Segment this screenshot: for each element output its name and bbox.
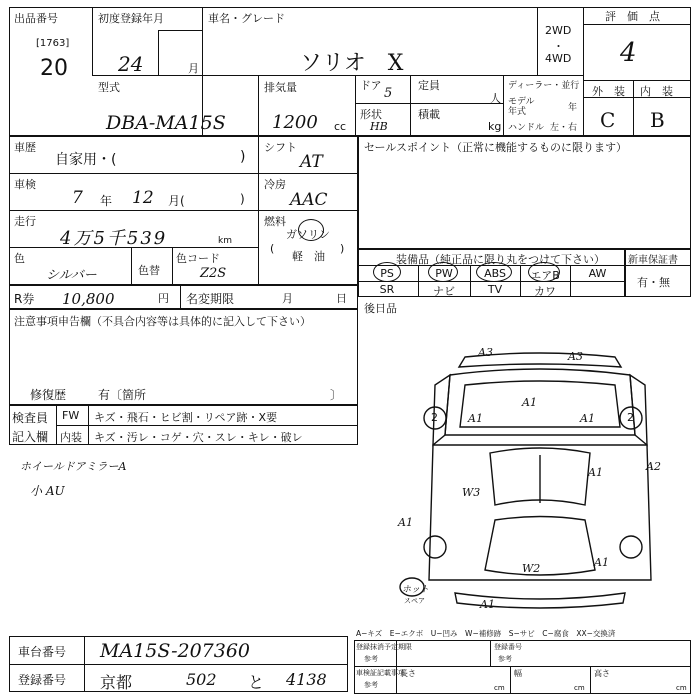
year-format-label: 年式 [508, 107, 527, 117]
wheel-mark-front-right: 2 [627, 411, 634, 424]
fw-label: FW [62, 409, 80, 422]
equipment-navi: ナビ [433, 285, 455, 298]
drive-dot: ・ [553, 40, 564, 53]
chassis-label: 車台番号 [18, 645, 67, 659]
damage-legend: A−キズ E−エクボ U−凹み W−補修跡 S−サビ C−腐食 XX−交換済 [356, 629, 616, 638]
footer-length: 長さ [400, 669, 416, 678]
dealer-label: ディーラー・並行 [508, 81, 580, 91]
model-year-label: モデル [508, 97, 535, 107]
first-registration-label: 初度登録年月 [98, 12, 164, 25]
equipment-airbag: エアB [530, 269, 560, 282]
inspector-interior-items: キズ・汚レ・コゲ・穴・スレ・キレ・破レ [94, 431, 303, 444]
inspection-month: 12 [132, 188, 154, 208]
name-change-day: 日 [336, 292, 347, 305]
equipment-ps-circle [373, 262, 401, 282]
footer-row1-label: 登録抹消予定期限 [356, 643, 412, 651]
inspection-close: ) [240, 192, 245, 206]
equipment-pw: PW [435, 267, 453, 280]
displacement-value: 1200 [272, 112, 318, 133]
drive-4wd: 4WD [545, 52, 572, 65]
shape-label: 形状 [360, 108, 382, 121]
door-label: ドア [360, 79, 382, 92]
damage-mark-front-left: A3 [478, 346, 493, 359]
car-name-value: ソリオ X [300, 51, 404, 76]
later-date-label: 後日品 [364, 302, 397, 315]
model-value: DBA-MA15S [106, 112, 226, 134]
model-label: 型式 [98, 81, 120, 94]
spare-label: スペア [404, 597, 425, 605]
footer-cm-3: cm [676, 684, 687, 692]
footer-row1-sub: 参考 [364, 655, 378, 663]
repair-value: 有〔箇所 [98, 388, 147, 402]
chassis-value: MA15S-207360 [100, 640, 251, 662]
equipment-pw-circle [428, 262, 458, 282]
fuel-gas: ガソリン [286, 228, 330, 241]
footer-row1-right2: 参考 [498, 655, 512, 663]
equipment-label: 装備品（純正品に限り丸をつけて下さい） [396, 253, 605, 266]
exterior-grade: C [600, 108, 616, 132]
equipment-ps: PS [380, 267, 394, 280]
mileage-label: 走行 [14, 215, 36, 228]
equipment-sr: SR [379, 283, 395, 296]
damage-mark-rear-right: A1 [594, 556, 609, 569]
damage-mark-rear-hatch: W2 [522, 562, 541, 575]
footer-cm-1: cm [494, 684, 505, 692]
footer-width: 幅 [514, 669, 522, 678]
damage-mark-center: W3 [462, 486, 481, 499]
damage-mark-hood: A1 [522, 396, 537, 409]
repair-label: 修復歴 [30, 388, 67, 402]
warranty-value: 有・無 [637, 276, 670, 289]
damage-mark-front-right: A3 [568, 350, 583, 363]
registration-area: 京都 [100, 673, 133, 692]
color-value: シルバー [46, 268, 97, 283]
inspector-label-1: 検査員 [12, 411, 49, 425]
inspection-month-unit: 月( [168, 194, 185, 208]
drive-2wd: 2WD [545, 24, 572, 37]
kg-unit: kg [488, 120, 502, 133]
handle-label: ハンドル [508, 123, 545, 133]
fuel-paren-close: ) [340, 242, 345, 255]
ac-value: AAC [290, 190, 328, 210]
fw-items: キズ・飛石・ヒビ割・リペア跡・X要 [94, 411, 278, 424]
damage-mark-right-side: A2 [646, 460, 661, 473]
footer-cm-2: cm [574, 684, 585, 692]
interior-label: 内 装 [640, 85, 673, 98]
shift-value: AT [300, 152, 323, 172]
equipment-abs: ABS [484, 267, 506, 280]
handwritten-note-1: ホイールドアミラーA [20, 460, 127, 473]
registration-kana: と [248, 673, 265, 692]
car-name-label: 車名・グレード [208, 12, 285, 25]
recycle-value: 10,800 [62, 290, 115, 308]
car-damage-diagram [395, 345, 685, 620]
interior-grade: B [650, 108, 665, 132]
lot-number: 20 [40, 56, 68, 81]
damage-mark-front-fender-left: A1 [468, 412, 483, 425]
equipment-leather: カワ [534, 285, 556, 298]
fuel-gas-circle [298, 219, 324, 241]
inspector-interior-label: 内装 [60, 431, 82, 444]
inspection-label: 車検 [14, 178, 36, 191]
color-code-value: Z2S [200, 266, 227, 281]
fuel-paren-open: ( [270, 242, 275, 255]
hot-label: ホット [402, 585, 430, 595]
load-label: 積載 [418, 108, 440, 121]
history-close: ) [240, 149, 246, 165]
month-unit: 月 [188, 62, 199, 75]
registration-label: 登録番号 [18, 673, 67, 687]
door-value: 5 [384, 86, 393, 101]
inspection-year: 7 [72, 188, 83, 208]
damage-mark-left-side: A1 [398, 516, 413, 529]
yen-unit: 円 [158, 292, 169, 305]
repair-close: 〕 [330, 388, 343, 402]
damage-mark-rear-bumper: A1 [480, 598, 495, 611]
history-label: 車歴 [14, 141, 36, 154]
displacement-label: 排気量 [264, 81, 297, 94]
mileage-value: 4万5千539 [60, 228, 168, 249]
notes-label: 注意事項申告欄（不具合内容等は具体的に記入して下さい） [14, 315, 311, 328]
fuel-label: 燃料 [264, 215, 286, 228]
exterior-label: 外 装 [592, 85, 625, 98]
ac-label: 冷房 [264, 178, 286, 191]
equipment-airbag-circle [528, 262, 560, 282]
equipment-tv: TV [487, 283, 503, 296]
km-unit: km [218, 236, 232, 246]
color-code-label: 色コード [176, 252, 220, 265]
lot-number-label: 出品番号 [14, 12, 58, 25]
color-label: 色 [14, 252, 25, 265]
registration-number: 4138 [286, 670, 327, 689]
year-unit: 年 [568, 103, 578, 113]
shape-value: HB [370, 120, 388, 133]
capacity-label: 定員 [418, 79, 440, 92]
footer-row1-right: 登録番号 [494, 643, 522, 651]
name-change-month: 月 [282, 292, 293, 305]
footer-row2-label: 車検証記載事項 [356, 669, 405, 677]
equipment-aw: AW [588, 267, 607, 280]
sales-point-label: セールスポイント（正常に機能するものに限ります） [364, 141, 628, 154]
registration-class: 502 [186, 670, 217, 689]
color-change-label: 色替 [138, 264, 160, 277]
warranty-label: 新車保証書 [628, 255, 678, 266]
inspection-year-unit: 年 [100, 194, 113, 208]
cc-unit: cc [334, 120, 347, 133]
name-change-label: 名変期限 [186, 292, 235, 306]
equipment-abs-circle [476, 262, 512, 282]
rating-label: 評 価 点 [605, 10, 660, 23]
footer-height: 高さ [594, 669, 610, 678]
rating-value: 4 [620, 38, 637, 68]
handwritten-note-2: 小 AU [30, 484, 65, 498]
fuel-diesel: 軽 油 [292, 250, 325, 263]
wheel-mark-front-left: 2 [431, 411, 438, 424]
footer-row2-sub: 参考 [364, 681, 378, 689]
lot-sub-number: [1763] [36, 38, 70, 49]
damage-mark-right-door: A1 [588, 466, 603, 479]
damage-mark-front-fender-right: A1 [580, 412, 595, 425]
first-registration-year: 24 [118, 52, 144, 76]
recycle-label: R券 [14, 292, 35, 306]
handle-options: 左・右 [550, 123, 578, 133]
person-unit: 人 [490, 92, 501, 105]
inspector-label-2: 記入欄 [12, 430, 49, 444]
history-value: 自家用・( [55, 152, 117, 168]
shift-label: シフト [264, 141, 297, 154]
